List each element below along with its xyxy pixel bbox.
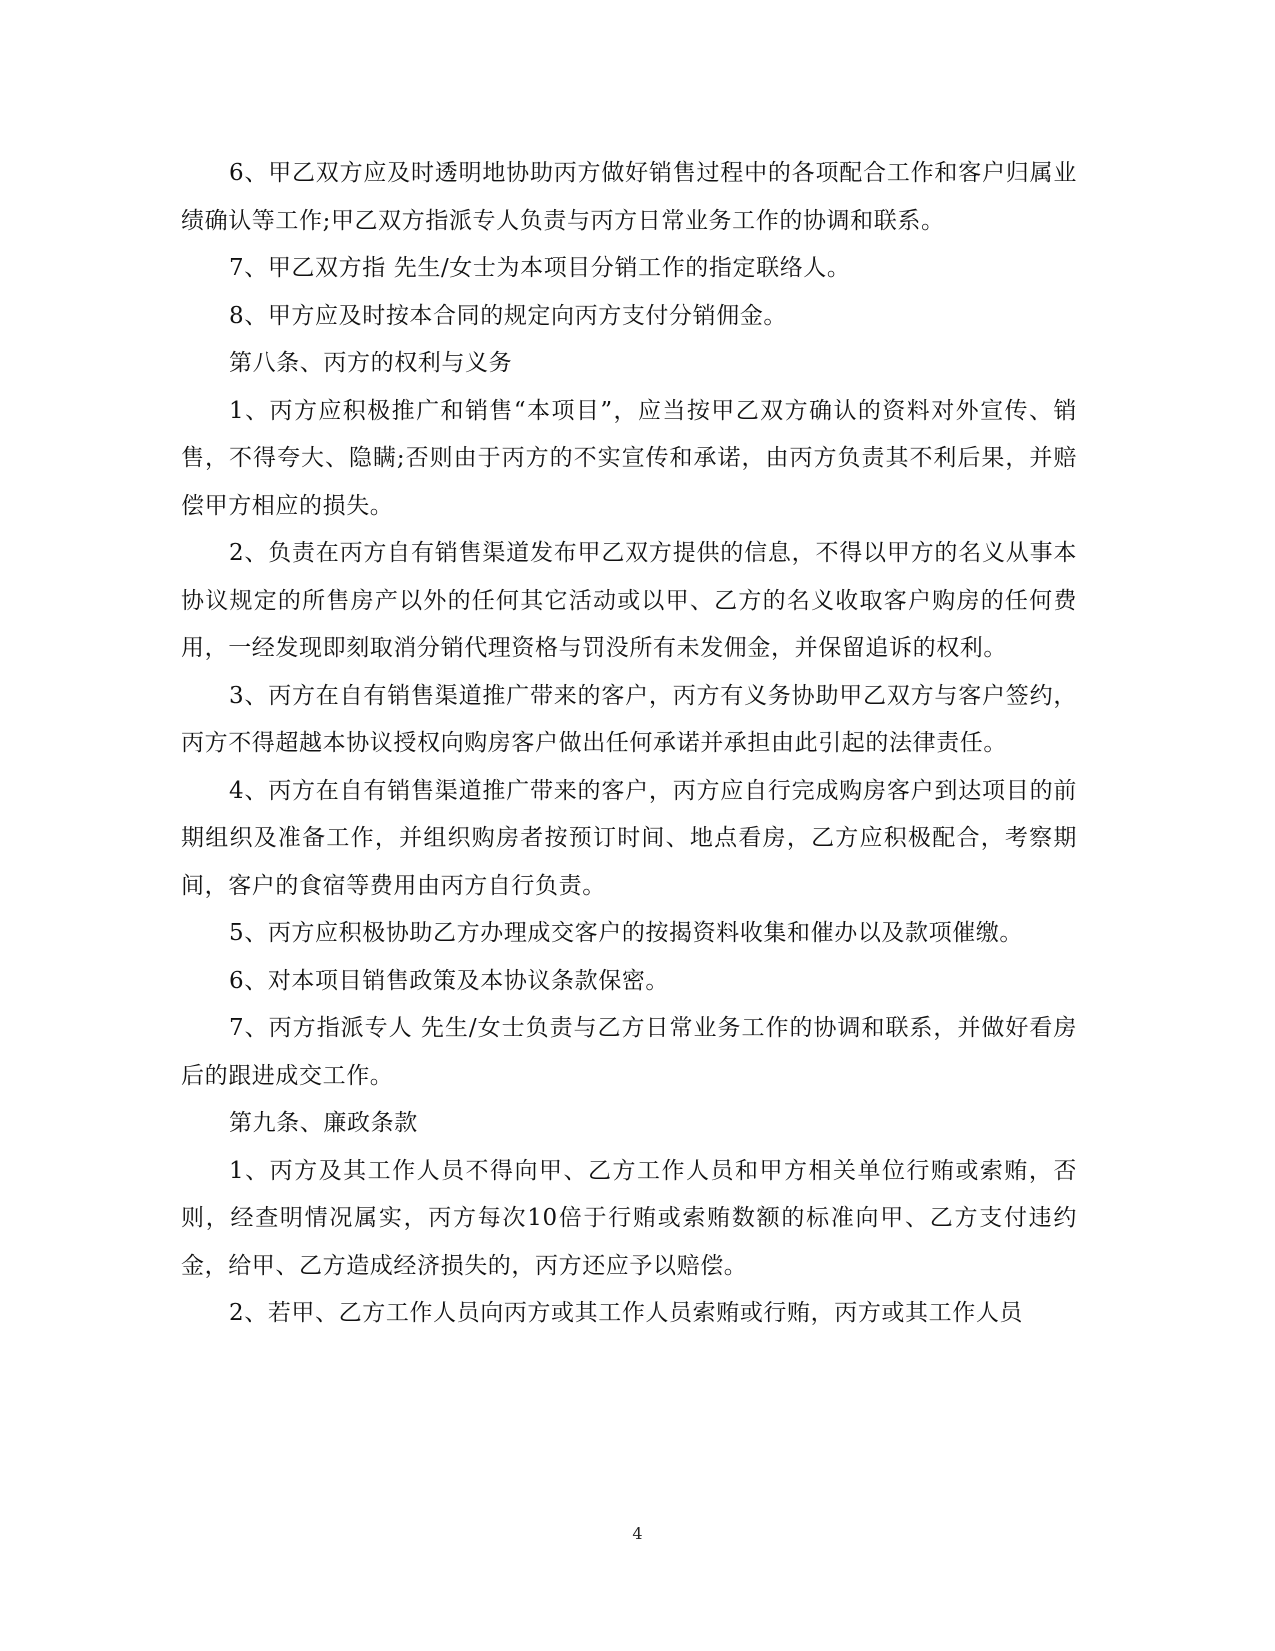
paragraph-article-9-item-2: 2、若甲、乙方工作人员向丙方或其工作人员索贿或行贿，丙方或其工作人员 bbox=[229, 1300, 1024, 1326]
page-number: 4 bbox=[632, 1524, 643, 1543]
paragraph-item-8-commission: 8、甲方应及时按本合同的规定向丙方支付分销佣金。 bbox=[229, 302, 788, 329]
section-heading-article-8: 第八条、丙方的权利与义务 bbox=[229, 350, 513, 376]
section-heading-article-9: 第九条、廉政条款 bbox=[229, 1110, 418, 1136]
paragraph-article-9-item-1: 1、丙方及其工作人员不得向甲、乙方工作人员和甲方相关单位行贿或索贿，否则，经查明情况属实，丙方每次10倍于行贿或索贿数额的标准向甲、乙方支付违约金，给甲、乙方造成经济损失的，丙方还应予以赔偿。 bbox=[181, 1157, 1077, 1279]
paragraph-article-8-item-1: 1、丙方应积极推广和销售“本项目”，应当按甲乙双方确认的资料对外宣传、销售，不得夸大、隐瞒;否则由于丙方的不实宣传和承诺，由丙方负责其不利后果，并赔偿甲方相应的损失。 bbox=[181, 397, 1077, 519]
paragraph-article-8-item-7: 7、丙方指派专人 先生/女士负责与乙方日常业务工作的协调和联系，并做好看房后的跟进成交工作。 bbox=[181, 1015, 1077, 1089]
paragraph-item-7-contact: 7、甲乙双方指 先生/女士为本项目分销工作的指定联络人。 bbox=[229, 255, 851, 281]
paragraph-article-8-item-2: 2、负责在丙方自有销售渠道发布甲乙双方提供的信息，不得以甲方的名义从事本协议规定的所售房产以外的任何其它活动或以甲、乙方的名义收取客户购房的任何费用，一经发现即刻取消分销代理资格与罚没所有未发佣金，并保留追诉的权利。 bbox=[181, 540, 1077, 661]
document-body bbox=[181, 150, 1077, 1338]
paragraph-article-8-item-4: 4、丙方在自有销售渠道推广带来的客户，丙方应自行完成购房客户到达项目的前期组织及准备工作，并组织购房者按预订时间、地点看房，乙方应积极配合，考察期间，客户的食宿等费用由丙方自行负责。 bbox=[181, 777, 1077, 899]
paragraph-article-8-item-6: 6、对本项目销售政策及本协议条款保密。 bbox=[229, 967, 670, 994]
paragraph-article-8-item-5: 5、丙方应积极协助乙方办理成交客户的按揭资料收集和催办以及款项催缴。 bbox=[229, 920, 1024, 946]
paragraph-article-8-item-3: 3、丙方在自有销售渠道推广带来的客户，丙方有义务协助甲乙双方与客户签约，丙方不得超越本协议授权向购房客户做出任何承诺并承担由此引起的法律责任。 bbox=[181, 682, 1077, 756]
paragraph-item-6-coordination: 6、甲乙双方应及时透明地协助丙方做好销售过程中的各项配合工作和客户归属业绩确认等工作;甲乙双方指派专人负责与丙方日常业务工作的协调和联系。 bbox=[181, 160, 1077, 234]
